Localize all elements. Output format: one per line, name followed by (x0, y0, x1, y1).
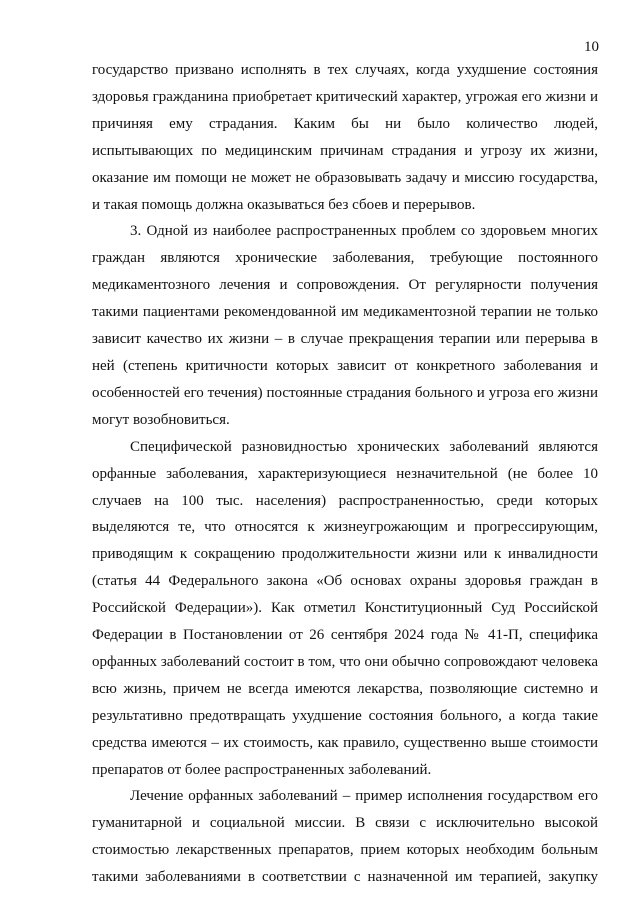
page-number: 10 (584, 39, 599, 55)
paragraph: государство призвано исполнять в тех случаях, когда ухудшение состояния здоровья гражданина приобретает критический характер, угрожая его жизни и причиняя ему страдания. Каким бы ни было количество людей, испытывающих по медицинским причинам страдания и угрозу их жизни, оказание им помощи не может не образовывать задачу и миссию государства, и такая помощь должна оказываться без сбоев и перерывов. (92, 62, 598, 213)
paragraph: Специфической разновидностью хронических заболеваний являются орфанные заболевания, характеризующиеся незначительной (не более 10 случаев на 100 тыс. населения) распространенностью, среди которых выделяются те, что относятся к жизнеугрожающим и прогрессирующим, приводящим к сокращению продолжительности жизни или к инвалидности (статья 44 Федерального закона «Об основах охраны здоровья граждан в Российской Федерации»). Как отметил Конституционный Суд Российской Федерации в Постановлении от 26 сентября 2024 года № 41-П, специфика орфанных заболеваний состоит в том, что они обычно сопровождают человека всю жизнь, причем не всегда имеются лекарства, позволяющие системно и результативно предотвращать ухудшение состояния больного, а когда такие средства имеются – их стоимость, как правило, существенно выше стоимости препаратов от более распространенных заболеваний. (92, 438, 598, 778)
body-text (92, 57, 598, 891)
paragraph: 3. Одной из наиболее распространенных проблем со здоровьем многих граждан являются хронические заболевания, требующие постоянного медикаментозного лечения и сопровождения. От регулярности получения такими пациентами рекомендованной им медикаментозной терапии не только зависит качество их жизни – в случае прекращения терапии или перерыва в ней (степень критичности которых зависит от конкретного заболевания и особенностей его течения) постоянные страдания больного и угроза его жизни могут возобновиться. (92, 223, 598, 428)
paragraph: Лечение орфанных заболеваний – пример исполнения государством его гуманитарной и социальной миссии. В связи с исключительно высокой стоимостью лекарственных препаратов, прием которых необходим больным такими заболеваниями в соответствии с назначенной им терапией, закупку (92, 788, 598, 886)
